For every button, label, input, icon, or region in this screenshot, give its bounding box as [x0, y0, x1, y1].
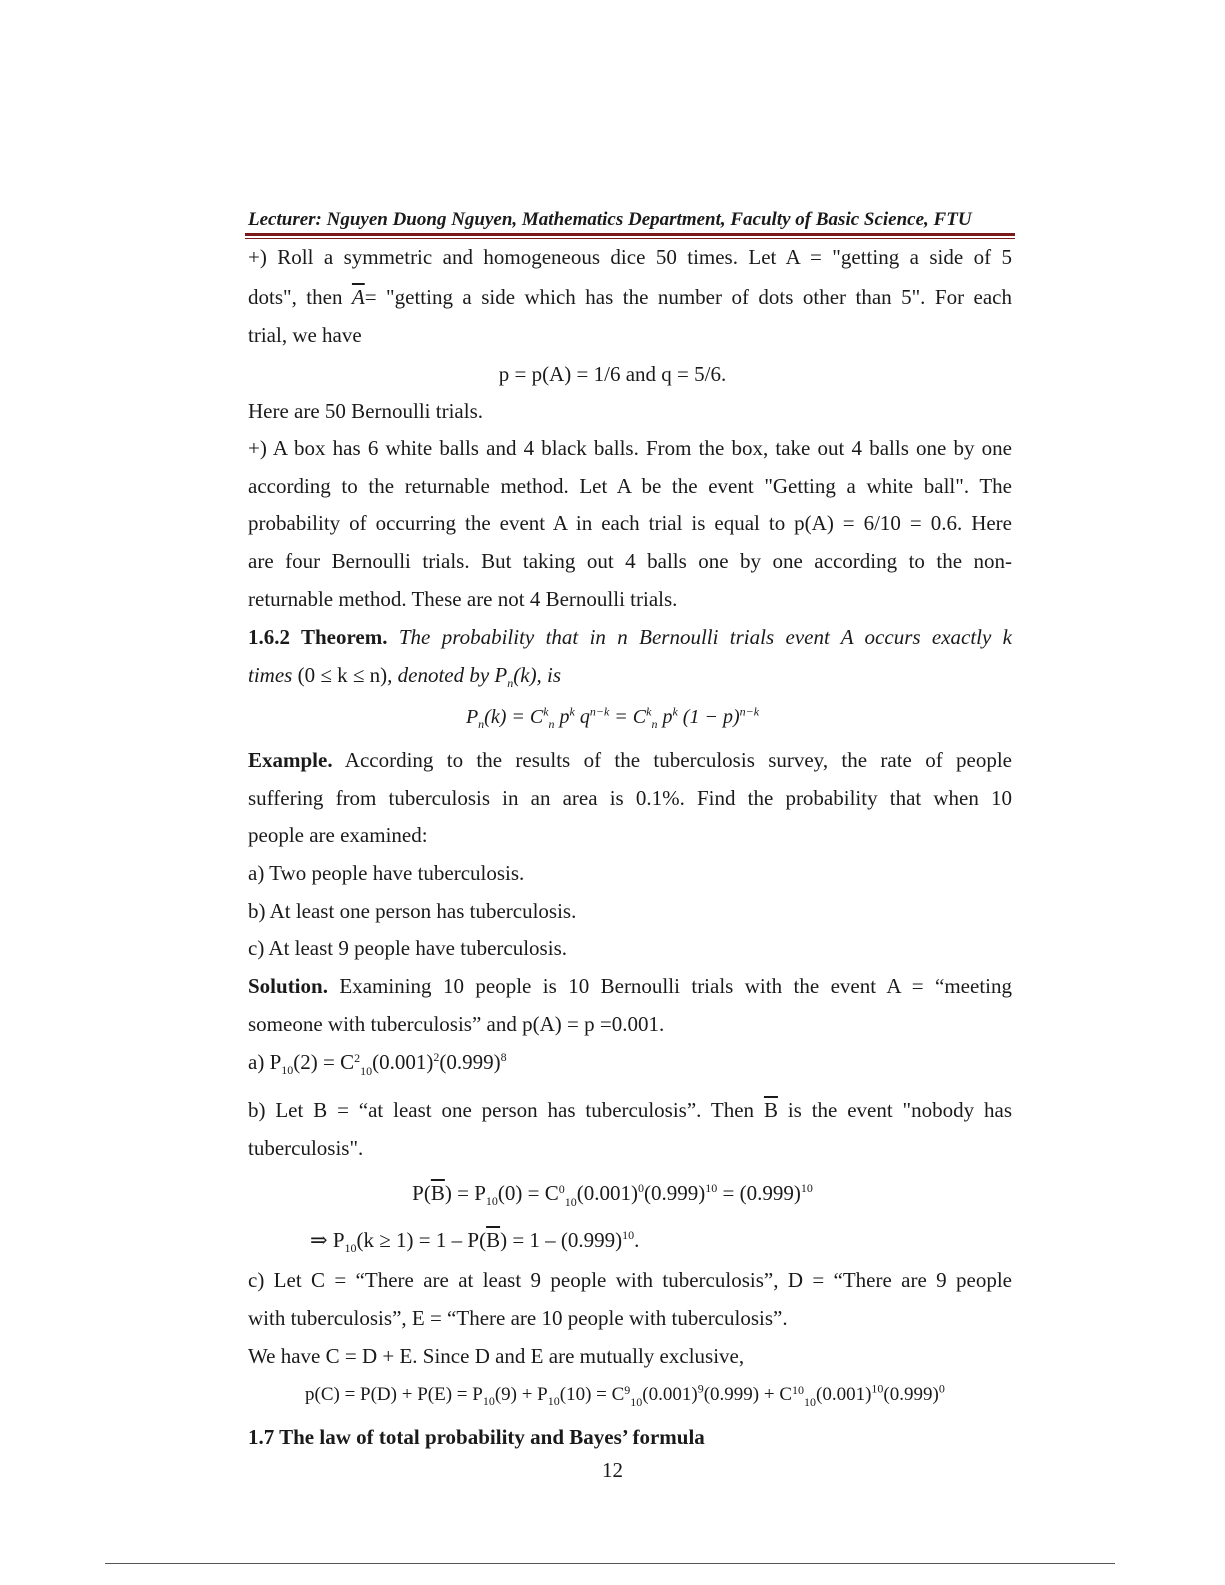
a-bar-symbol: $\overline{A}$	[351, 285, 365, 309]
solution-b-line-1	[248, 1097, 1012, 1123]
solution-text-1: Examining 10 people is 10 Bernoulli trials with the event A = “meeting	[339, 974, 1012, 998]
theorem-label: 1.6.2 Theorem.	[248, 625, 388, 649]
sa-b1: (0.001)	[372, 1050, 434, 1074]
example-text-1: According to the results of the tuberculosis survey, the rate of people	[344, 748, 1012, 772]
box-line-2: according to the returnable method. Let A be the event "Getting a white ball". The	[248, 474, 1012, 498]
example-item-c: c) At least 9 people have tuberculosis.	[248, 936, 567, 960]
theorem-denoted: , denoted by P	[387, 663, 508, 687]
pc-6: (0.001)	[816, 1384, 872, 1405]
pc-e3: 0	[938, 1381, 945, 1396]
pc-c1sup: 9	[624, 1382, 631, 1397]
pb-comb	[558, 1181, 577, 1209]
theorem-sub-n: n	[507, 676, 514, 691]
dice-formula: p = p(A) = 1/6 and q = 5/6.	[498, 362, 727, 386]
pc-3: (10) = C	[559, 1384, 625, 1405]
sa-csub: 10	[360, 1063, 373, 1078]
sa-csup: 2	[354, 1050, 361, 1065]
pc-2: (9) + P	[494, 1384, 548, 1405]
sb-text-b: is the event "nobody has	[787, 1098, 1012, 1122]
pc-s1: 10	[482, 1393, 495, 1408]
solution-line-2: someone with tuberculosis” and p(A) = p =0.001.	[248, 1012, 665, 1036]
dice-line-2	[248, 284, 1012, 310]
dice-line-3: trial, we have	[248, 323, 362, 347]
page-number: 12	[602, 1458, 623, 1482]
solution-c-line-3: We have C = D + E. Since D and E are mutually exclusive,	[248, 1344, 745, 1368]
theorem-times: times	[248, 663, 293, 687]
pb-bar: $\overline{B}$	[430, 1181, 445, 1205]
pc-5: (0.999) + C	[703, 1384, 792, 1405]
sa-e1: 2	[433, 1050, 440, 1064]
b-bar-symbol: $\overline{B}$	[763, 1098, 778, 1122]
dice-line-2a: dots", then	[248, 285, 343, 309]
f-sub-n3: n	[651, 717, 658, 731]
pb-pre: P(	[412, 1181, 431, 1205]
imp-dot: .	[634, 1228, 640, 1252]
theorem-line-2	[248, 662, 1012, 691]
theorem-text-1: The probability that in n Bernoulli trials event A occurs exactly k	[398, 625, 1013, 649]
section-title: 1.7 The law of total probability and Bayes’ formula	[248, 1425, 705, 1449]
header-rule-thick	[245, 233, 1015, 236]
imp-bar: $\overline{B}$	[486, 1228, 501, 1252]
imp-sub: 10	[344, 1241, 357, 1256]
f-P: P	[465, 706, 479, 728]
pb-mid: ) = P	[444, 1181, 486, 1205]
pb-csup: 0	[558, 1181, 565, 1196]
theorem-formula	[0, 704, 1225, 730]
dice-line-1: +) Roll a symmetric and homogeneous dice 50 times. Let A = "getting a side of 5	[248, 245, 1012, 269]
box-line-4: are four Bernoulli trials. But taking out 4 balls one by one according to the non-	[248, 549, 1012, 573]
f-sub-n: n	[478, 717, 485, 731]
f-q: q	[574, 706, 590, 728]
pc-comb2	[792, 1382, 816, 1409]
f-p: p	[554, 706, 570, 728]
pc-e2: 10	[871, 1381, 884, 1396]
pc-1: p(C) = P(D) + P(E) = P	[305, 1384, 483, 1405]
pc-7: (0.999)	[883, 1384, 939, 1405]
example-line-1	[248, 747, 1012, 773]
f-sup-k: k	[543, 704, 549, 719]
pc-c2sup: 10	[792, 1382, 804, 1397]
sa-pre: a) P	[248, 1050, 282, 1074]
box-line-5: returnable method. These are not 4 Bernoulli trials.	[248, 587, 678, 611]
solution-a	[248, 1049, 1012, 1078]
f-sup-k2: k	[569, 704, 575, 719]
pb-formula	[0, 1180, 1225, 1209]
dice-line-2b: = "getting a side which has the number of dots other than 5". For each	[364, 285, 1012, 309]
box-line-1: +) A box has 6 white balls and 4 black balls. From the box, take out 4 balls one by one	[248, 436, 1012, 460]
pc-e1: 9	[697, 1381, 704, 1396]
solution-label: Solution.	[248, 974, 328, 998]
pb-csub: 10	[564, 1194, 577, 1209]
sa-b2: (0.999)	[439, 1050, 501, 1074]
f-eq: = C	[609, 706, 647, 728]
implication-line	[310, 1227, 1074, 1256]
header-rule-thin	[245, 238, 1015, 239]
pb-b2: (0.999)	[643, 1181, 706, 1205]
sa-comb	[354, 1050, 373, 1078]
f-sup-k3: k	[646, 704, 652, 719]
f-p2: p	[657, 706, 673, 728]
example-item-a: a) Two people have tuberculosis.	[248, 861, 525, 885]
pb-e1: 0	[637, 1181, 644, 1195]
example-label: Example.	[248, 748, 333, 772]
f-sup-nk: n−k	[589, 704, 610, 719]
solution-c-line-1: c) Let C = “There are at least 9 people with tuberculosis”, D = “There are 9 people	[248, 1268, 1012, 1292]
f-sup-k4: k	[672, 704, 678, 719]
example-line-3: people are examined:	[248, 823, 428, 847]
pb-mid2: (0) = C	[497, 1181, 559, 1205]
f-tail: (1 − p)	[677, 706, 740, 728]
pc-s2: 10	[547, 1393, 560, 1408]
pb-sub: 10	[485, 1194, 498, 1209]
dice-line-4: Here are 50 Bernoulli trials.	[248, 399, 483, 423]
theorem-line-1	[248, 624, 1012, 650]
pb-e3: 10	[800, 1181, 813, 1195]
solution-c-line-2: with tuberculosis”, E = “There are 10 people with tuberculosis”.	[248, 1306, 788, 1330]
theorem-range: (0 ≤ k ≤ n)	[297, 663, 388, 687]
example-item-b: b) At least one person has tuberculosis.	[248, 899, 577, 923]
sa-sub: 10	[281, 1063, 294, 1078]
example-line-2: suffering from tuberculosis in an area is 0.1%. Find the probability that when 10	[248, 786, 1012, 810]
box-line-3: probability of occurring the event A in each trial is equal to p(A) = 6/10 = 0.6. Here	[248, 511, 1012, 535]
pb-eq: = (0.999)	[717, 1181, 801, 1205]
lecturer-header: Lecturer: Nguyen Duong Nguyen, Mathematics Department, Faculty of Basic Science, FTU	[248, 209, 972, 230]
sa-mid: (2) = C	[293, 1050, 355, 1074]
solution-line-1	[248, 973, 1012, 999]
imp-mid: (k ≥ 1) = 1 – P(	[356, 1228, 487, 1252]
f-sup-nk2: n−k	[739, 704, 760, 719]
pc-c1sub: 10	[630, 1394, 643, 1409]
pb-b1: (0.001)	[576, 1181, 638, 1205]
solution-b-line-2: tuberculosis".	[248, 1136, 364, 1160]
imp-e: 10	[622, 1228, 635, 1242]
pc-formula	[305, 1382, 1069, 1408]
footer-rule	[105, 1563, 1115, 1564]
pc-4: (0.001)	[642, 1384, 698, 1405]
imp-end: ) = 1 – (0.999)	[500, 1228, 623, 1252]
imp-pre: ⇒ P	[310, 1228, 345, 1252]
theorem-is: (k), is	[513, 663, 562, 687]
pc-c2sub: 10	[804, 1394, 816, 1409]
pc-comb1	[624, 1382, 643, 1409]
sa-e2: 8	[500, 1050, 507, 1064]
f-sub-n2: n	[548, 717, 555, 731]
pb-e2: 10	[705, 1181, 718, 1195]
sb-text-a: b) Let B = “at least one person has tuberculosis”. Then	[248, 1098, 755, 1122]
f-part-1: (k) = C	[484, 706, 544, 728]
